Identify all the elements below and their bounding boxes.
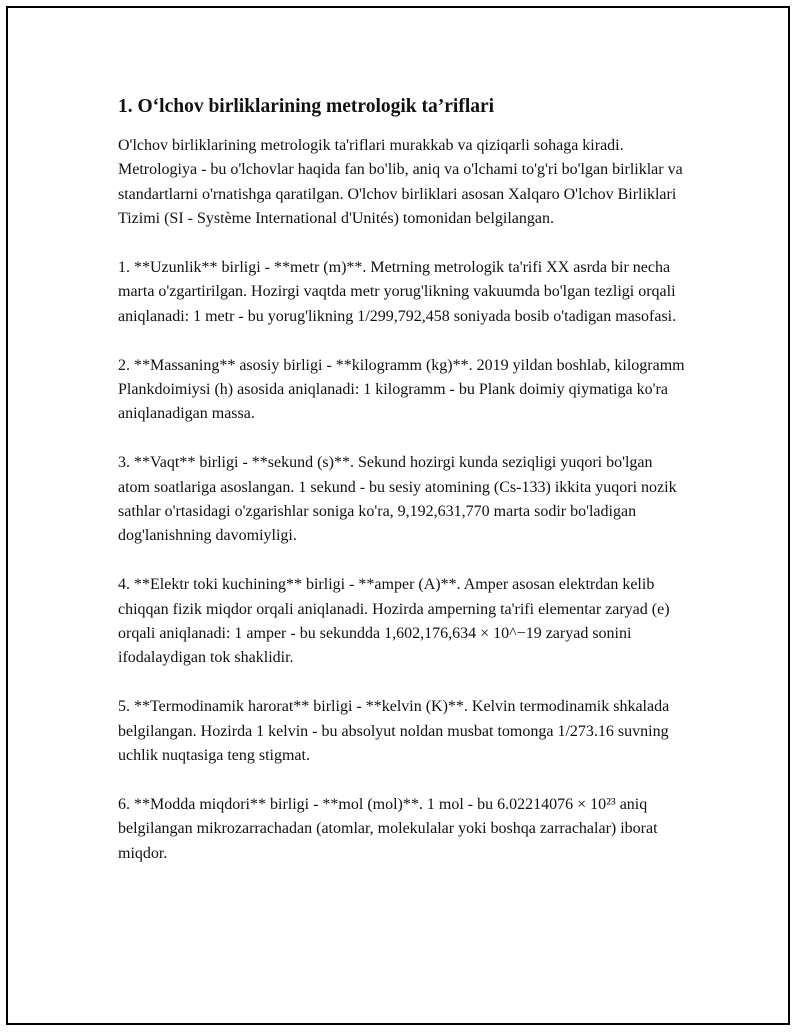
paragraph-length-unit: 1. **Uzunlik** birligi - **metr (m)**. Metrning metrologik ta'rifi XX asrda bir necha marta o'zgartirilgan. Hozirgi vaqtda metr yorug'likning vakuumda bo'lgan tezligi orqali aniqlanadi: 1 metr - bu yorug'likning 1/299,792,458 soniyada bosib o'tadigan masofasi. bbox=[118, 259, 677, 325]
document-title: 1. O‘lchov birliklarining metrologik ta’riflari bbox=[118, 96, 495, 117]
paragraph-temperature-unit: 5. **Termodinamik harorat** birligi - **kelvin (K)**. Kelvin termodinamik shkalada belgilangan. Hozirda 1 kelvin - bu absolyut noldan musbat tomonga 1/273.16 suvning uchlik nuqtasiga teng stigmat. bbox=[118, 698, 670, 765]
paragraph-time-unit: 3. **Vaqt** birligi - **sekund (s)**. Sekund hozirgi kunda seziqligi yuqori bo'lgan atom soatlariga asoslangan. 1 sekund - bu sesiy atomining (Cs-133) ikkita yuqori nozik sathlar o'rtasidagi o'zgarishlar soniga ko'ra, 9,192,631,770 marta sodir bo'ladigan dog'lanishning davomiyligi. bbox=[118, 454, 677, 545]
paragraph-substance-unit: 6. **Modda miqdori** birligi - **mol (mol)**. 1 mol - bu 6.02214076 × 10²³ aniq belgilangan mikrozarrachadan (atomlar, molekulalar yoki boshqa zarrachalar) iborat miqdor. bbox=[118, 795, 658, 862]
paragraph-current-unit: 4. **Elektr toki kuchining** birligi - **amper (A)**. Amper asosan elektrdan kelib chiqqan fizik miqdor orqali aniqlanadi. Hozirda amperning ta'rifi elementar zaryad (e) orqali aniqlanadi: 1 amper - bu sekundda 1,602,176,634 × 10^−19 zaryad sonini ifodalaydigan tok shaklidir. bbox=[118, 576, 670, 667]
paragraph-mass-unit: 2. **Massaning** asosiy birligi - **kilogramm (kg)**. 2019 yildan boshlab, kilogramm Plankdoimiysi (h) asosida aniqlanadi: 1 kilogramm - bu Plank doimiy qiymatiga ko'ra aniqlanadigan massa. bbox=[118, 356, 685, 423]
document-body bbox=[118, 94, 688, 890]
paragraph-intro: O'lchov birliklarining metrologik ta'riflari murakkab va qiziqarli sohaga kiradi. Metrologiya - bu o'lchovlar haqida fan bo'lib, aniq va o'lchami to'g'ri bo'lgan birliklar va standartlarni o'rnatishga qaratilgan. O'lchov birliklari asosan Xalqaro O'lchov Birliklari Tizimi (SI - Système International d'Unités) tomonidan belgilangan. bbox=[118, 137, 683, 228]
